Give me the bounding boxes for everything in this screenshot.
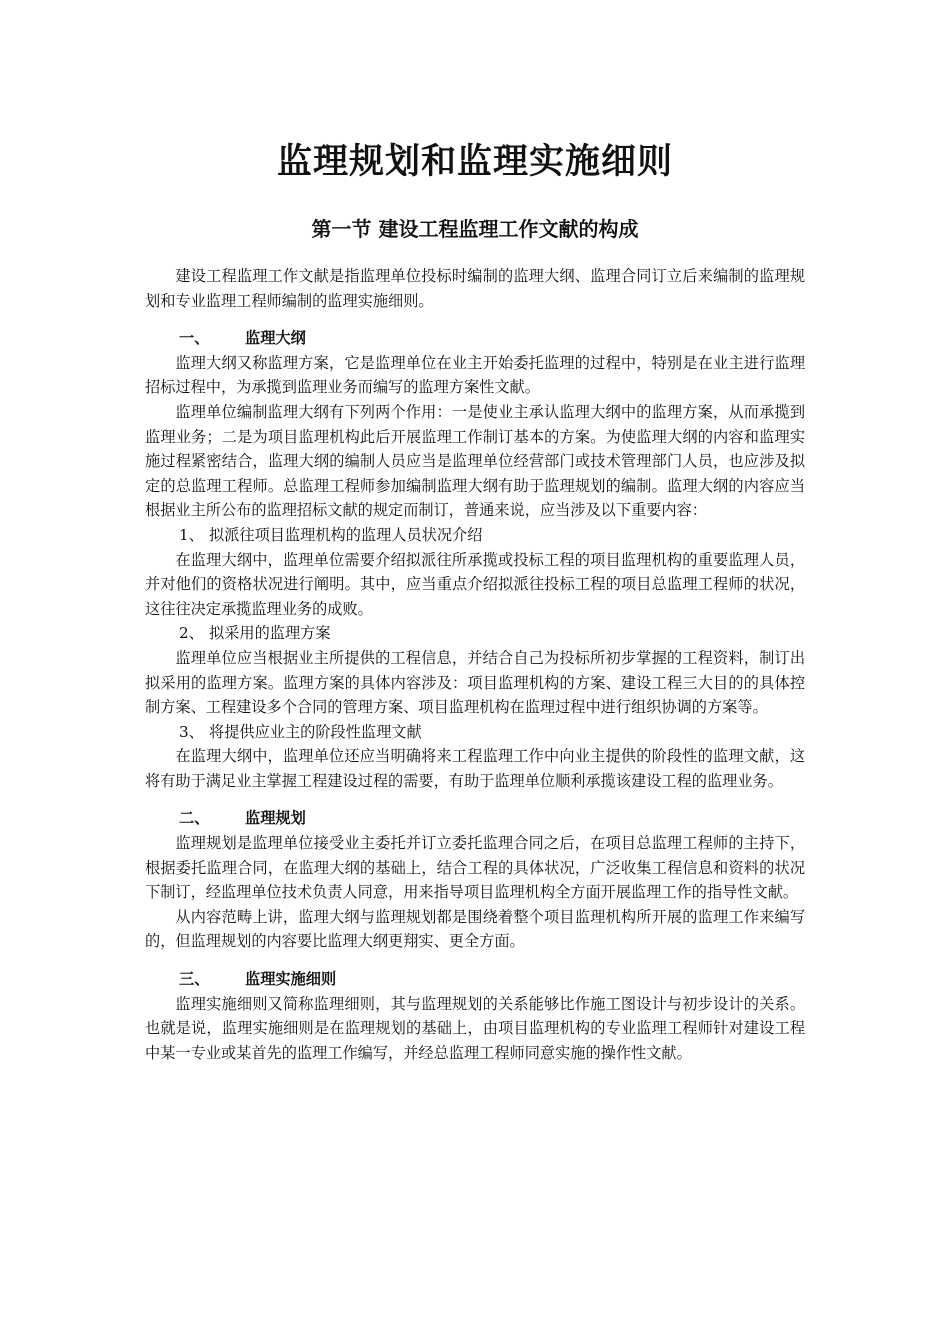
section-title: 第一节 建设工程监理工作文献的构成	[311, 217, 639, 241]
outline-paragraph-2: 监理单位编制监理大纲有下列两个作用：一是使业主承认监理大纲中的监理方案，从而承揽到监理业务；二是为项目监理机构此后开展监理工作制订基本的方案。为使监理大纲的内容和监理实施过程紧密结合，监理大纲的编制人员应当是监理单位经营部门或技术管理部门人员，也应涉及拟定的总监理工程师。总监理工程师参加编制监理大纲有助于监理规划的编制。监理大纲的内容应当根据业主所公布的监理招标文献的规定而制订，普通来说，应当涉及以下重要内容：	[145, 402, 805, 520]
subheading-plan	[145, 621, 805, 646]
heading-text: 监理实施细则	[245, 970, 337, 989]
subheading-number: 3、	[179, 722, 204, 741]
heading-number: 二、	[179, 809, 210, 828]
outline-paragraph-1: 监理大纲又称监理方案，它是监理单位在业主开始委托监理的过程中，特别是在业主进行监理招标过程中，为承揽到监理业务而编写的监理方案性文献。	[145, 353, 805, 397]
heading-implementation	[145, 967, 805, 992]
plan-paragraph: 监理单位应当根据业主所提供的工程信息，并结合自己为投标所初步掌握的工程资料，制订出拟采用的监理方案。监理方案的具体内容涉及：项目监理机构的方案、建设工程三大目的的具体控制方案、工程建设多个合同的管理方案、项目监理机构在监理过程中进行组织协调的方案等。	[145, 648, 805, 717]
subheading-number: 1、	[179, 525, 204, 544]
planning-paragraph-1: 监理规划是监理单位接受业主委托并订立委托监理合同之后，在项目总监理工程师的主持下，根据委托监理合同，在监理大纲的基础上，结合工程的具体状况，广泛收集工程信息和资料的状况下制订，经监理单位技术负责人同意，用来指导项目监理机构全方面开展监理工作的指导性文献。	[145, 834, 805, 902]
heading-outline	[145, 326, 805, 351]
heading-text: 监理规划	[245, 809, 306, 828]
heading-text: 监理大纲	[245, 329, 306, 348]
subheading-number: 2、	[179, 624, 204, 643]
document-title: 监理规划和监理实施细则	[276, 141, 673, 182]
subheading-text: 拟派往项目监理机构的监理人员状况介绍	[209, 525, 483, 544]
planning-paragraph-2: 从内容范畴上讲，监理大纲与监理规划都是围绕着整个项目监理机构所开展的监理工作来编写的，但监理规划的内容要比监理大纲更翔实、更全方面。	[145, 907, 805, 951]
subheading-text: 拟采用的监理方案	[209, 624, 331, 643]
subheading-stage-documents	[145, 720, 805, 745]
heading-number: 三、	[179, 970, 210, 989]
heading-number: 一、	[179, 329, 210, 348]
document-body	[145, 264, 805, 1065]
implementation-paragraph: 监理实施细则又简称监理细则，其与监理规划的关系能够比作施工图设计与初步设计的关系。也就是说，监理实施细则是在监理规划的基础上，由项目监理机构的专业监理工程师针对建设工程中某一专业或某首先的监理工作编写，并经总监理工程师同意实施的操作性文献。	[145, 994, 805, 1062]
heading-planning	[145, 806, 805, 831]
subheading-text: 将提供应业主的阶段性监理文献	[209, 722, 422, 741]
subheading-personnel	[145, 523, 805, 548]
intro-paragraph: 建设工程监理工作文献是指监理单位投标时编制的监理大纲、监理合同订立后来编制的监理规划和专业监理工程师编制的监理实施细则。	[145, 267, 805, 310]
personnel-paragraph: 在监理大纲中，监理单位需要介绍拟派往所承揽或投标工程的项目监理机构的重要监理人员，并对他们的资格状况进行阐明。其中，应当重点介绍拟派往投标工程的项目总监理工程师的状况，这往往决定承揽监理业务的成败。	[145, 550, 805, 618]
stage-documents-paragraph: 在监理大纲中，监理单位还应当明确将来工程监理工作中向业主提供的阶段性的监理文献，这将有助于满足业主掌握工程建设过程的需要，有助于监理单位顺利承揽该建设工程的监理业务。	[145, 747, 805, 790]
